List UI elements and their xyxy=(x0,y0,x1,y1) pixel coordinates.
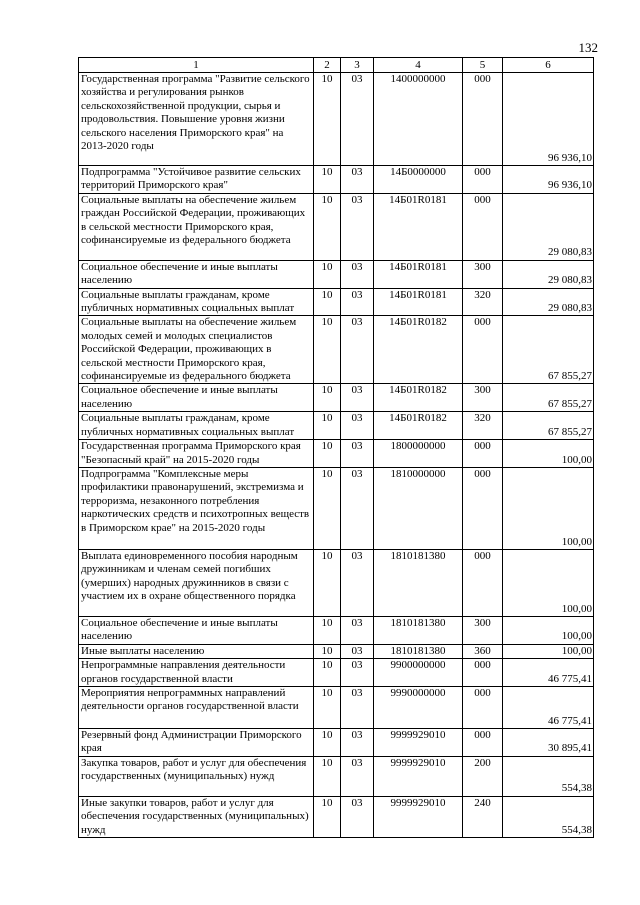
section-cell: 10 xyxy=(314,384,341,412)
row-name-cell: Подпрограмма "Комплексные меры профилактики правонарушений, экстремизма и терроризма, незаконного потребления наркотических средств и психотропных веществ в Приморском крае" на 2015-2020 годы xyxy=(79,467,314,549)
amount-cell: 67 855,27 xyxy=(503,316,594,384)
subsection-cell: 03 xyxy=(341,467,374,549)
header-cell: 5 xyxy=(463,58,503,73)
row-name-cell: Непрограммные направления деятельности органов государственной власти xyxy=(79,659,314,687)
table-row xyxy=(79,467,594,549)
section-cell: 10 xyxy=(314,288,341,316)
row-name-cell: Социальное обеспечение и иные выплаты населению xyxy=(79,384,314,412)
header-cell: 6 xyxy=(503,58,594,73)
target-article-cell: 14Б01R0181 xyxy=(374,193,463,260)
row-name-cell: Социальные выплаты на обеспечение жильем молодых семей и молодых специалистов Российской Федерации, проживающих в сельской местности Приморского края, софинансируемые из федерального бюджета xyxy=(79,316,314,384)
amount-cell: 96 936,10 xyxy=(503,73,594,166)
target-article-cell: 14Б01R0182 xyxy=(374,384,463,412)
table-row xyxy=(79,316,594,384)
header-cell: 3 xyxy=(341,58,374,73)
section-cell: 10 xyxy=(314,728,341,756)
expense-type-cell: 360 xyxy=(463,644,503,658)
table-row xyxy=(79,686,594,728)
table-row xyxy=(79,166,594,194)
target-article-cell: 14Б01R0181 xyxy=(374,260,463,288)
amount-cell: 100,00 xyxy=(503,467,594,549)
table-row xyxy=(79,412,594,440)
subsection-cell: 03 xyxy=(341,288,374,316)
target-article-cell: 14Б01R0182 xyxy=(374,316,463,384)
target-article-cell: 1800000000 xyxy=(374,440,463,468)
amount-cell: 29 080,83 xyxy=(503,193,594,260)
expense-type-cell: 300 xyxy=(463,384,503,412)
expense-type-cell: 320 xyxy=(463,288,503,316)
expense-type-cell: 300 xyxy=(463,616,503,644)
section-cell: 10 xyxy=(314,193,341,260)
table-row xyxy=(79,288,594,316)
row-name-cell: Государственная программа Приморского края "Безопасный край" на 2015-2020 годы xyxy=(79,440,314,468)
target-article-cell: 9999929010 xyxy=(374,756,463,796)
row-name-cell: Социальное обеспечение и иные выплаты населению xyxy=(79,260,314,288)
subsection-cell: 03 xyxy=(341,412,374,440)
section-cell: 10 xyxy=(314,796,341,837)
row-name-cell: Социальное обеспечение и иные выплаты населению xyxy=(79,616,314,644)
row-name-cell: Государственная программа "Развитие сельского хозяйства и регулирования рынков сельскохозяйственной продукции, сырья и продовольствия. Повышение уровня жизни сельского населения Приморского края" на 2013-2020 годы xyxy=(79,73,314,166)
target-article-cell: 14Б01R0181 xyxy=(374,288,463,316)
expense-type-cell: 000 xyxy=(463,440,503,468)
expense-type-cell: 200 xyxy=(463,756,503,796)
expense-type-cell: 000 xyxy=(463,467,503,549)
expense-type-cell: 000 xyxy=(463,73,503,166)
table-row xyxy=(79,659,594,687)
section-cell: 10 xyxy=(314,644,341,658)
subsection-cell: 03 xyxy=(341,796,374,837)
amount-cell: 96 936,10 xyxy=(503,166,594,194)
table-row xyxy=(79,756,594,796)
table-row xyxy=(79,796,594,837)
subsection-cell: 03 xyxy=(341,384,374,412)
expense-type-cell: 240 xyxy=(463,796,503,837)
section-cell: 10 xyxy=(314,467,341,549)
expense-type-cell: 320 xyxy=(463,412,503,440)
row-name-cell: Мероприятия непрограммных направлений деятельности органов государственной власти xyxy=(79,686,314,728)
amount-cell: 67 855,27 xyxy=(503,412,594,440)
target-article-cell: 9999929010 xyxy=(374,796,463,837)
subsection-cell: 03 xyxy=(341,73,374,166)
expense-type-cell: 000 xyxy=(463,728,503,756)
table-row xyxy=(79,73,594,166)
section-cell: 10 xyxy=(314,73,341,166)
amount-cell: 29 080,83 xyxy=(503,288,594,316)
section-cell: 10 xyxy=(314,166,341,194)
table-row xyxy=(79,384,594,412)
target-article-cell: 9999929010 xyxy=(374,728,463,756)
amount-cell: 554,38 xyxy=(503,756,594,796)
budget-table xyxy=(78,57,594,838)
subsection-cell: 03 xyxy=(341,616,374,644)
subsection-cell: 03 xyxy=(341,440,374,468)
table-row xyxy=(79,549,594,616)
target-article-cell: 1810181380 xyxy=(374,616,463,644)
subsection-cell: 03 xyxy=(341,644,374,658)
table-row xyxy=(79,260,594,288)
section-cell: 10 xyxy=(314,549,341,616)
subsection-cell: 03 xyxy=(341,728,374,756)
amount-cell: 46 775,41 xyxy=(503,659,594,687)
table-row xyxy=(79,644,594,658)
target-article-cell: 14Б01R0182 xyxy=(374,412,463,440)
section-cell: 10 xyxy=(314,440,341,468)
target-article-cell: 1400000000 xyxy=(374,73,463,166)
table-row xyxy=(79,616,594,644)
header-cell: 1 xyxy=(79,58,314,73)
table-row xyxy=(79,728,594,756)
row-name-cell: Социальные выплаты гражданам, кроме публичных нормативных социальных выплат xyxy=(79,412,314,440)
row-name-cell: Социальные выплаты гражданам, кроме публичных нормативных социальных выплат xyxy=(79,288,314,316)
expense-type-cell: 000 xyxy=(463,686,503,728)
subsection-cell: 03 xyxy=(341,316,374,384)
target-article-cell: 1810000000 xyxy=(374,467,463,549)
target-article-cell: 1810181380 xyxy=(374,644,463,658)
section-cell: 10 xyxy=(314,260,341,288)
amount-cell: 100,00 xyxy=(503,440,594,468)
expense-type-cell: 300 xyxy=(463,260,503,288)
amount-cell: 67 855,27 xyxy=(503,384,594,412)
section-cell: 10 xyxy=(314,316,341,384)
header-cell: 2 xyxy=(314,58,341,73)
section-cell: 10 xyxy=(314,756,341,796)
section-cell: 10 xyxy=(314,659,341,687)
subsection-cell: 03 xyxy=(341,260,374,288)
subsection-cell: 03 xyxy=(341,549,374,616)
amount-cell: 30 895,41 xyxy=(503,728,594,756)
table-row xyxy=(79,440,594,468)
expense-type-cell: 000 xyxy=(463,166,503,194)
target-article-cell: 9900000000 xyxy=(374,659,463,687)
row-name-cell: Резервный фонд Администрации Приморского края xyxy=(79,728,314,756)
target-article-cell: 9990000000 xyxy=(374,686,463,728)
amount-cell: 100,00 xyxy=(503,549,594,616)
amount-cell: 100,00 xyxy=(503,644,594,658)
subsection-cell: 03 xyxy=(341,659,374,687)
subsection-cell: 03 xyxy=(341,193,374,260)
row-name-cell: Подпрограмма "Устойчивое развитие сельских территорий Приморского края" xyxy=(79,166,314,194)
amount-cell: 100,00 xyxy=(503,616,594,644)
expense-type-cell: 000 xyxy=(463,659,503,687)
subsection-cell: 03 xyxy=(341,166,374,194)
row-name-cell: Закупка товаров, работ и услуг для обеспечения государственных (муниципальных) нужд xyxy=(79,756,314,796)
row-name-cell: Иные выплаты населению xyxy=(79,644,314,658)
section-cell: 10 xyxy=(314,616,341,644)
row-name-cell: Выплата единовременного пособия народным дружинникам и членам семей погибших (умерших) народных дружинников в связи с участием их в охране общественного порядка xyxy=(79,549,314,616)
page-number: 132 xyxy=(578,40,598,55)
row-name-cell: Социальные выплаты на обеспечение жильем граждан Российской Федерации, проживающих в сельской местности Приморского края, софинансируемые из федерального бюджета xyxy=(79,193,314,260)
section-cell: 10 xyxy=(314,686,341,728)
header-cell: 4 xyxy=(374,58,463,73)
expense-type-cell: 000 xyxy=(463,316,503,384)
subsection-cell: 03 xyxy=(341,686,374,728)
amount-cell: 46 775,41 xyxy=(503,686,594,728)
section-cell: 10 xyxy=(314,412,341,440)
table-row xyxy=(79,193,594,260)
amount-cell: 29 080,83 xyxy=(503,260,594,288)
target-article-cell: 1810181380 xyxy=(374,549,463,616)
table-header-row xyxy=(79,58,594,73)
target-article-cell: 14Б0000000 xyxy=(374,166,463,194)
subsection-cell: 03 xyxy=(341,756,374,796)
row-name-cell: Иные закупки товаров, работ и услуг для обеспечения государственных (муниципальных) нужд xyxy=(79,796,314,837)
amount-cell: 554,38 xyxy=(503,796,594,837)
expense-type-cell: 000 xyxy=(463,549,503,616)
expense-type-cell: 000 xyxy=(463,193,503,260)
